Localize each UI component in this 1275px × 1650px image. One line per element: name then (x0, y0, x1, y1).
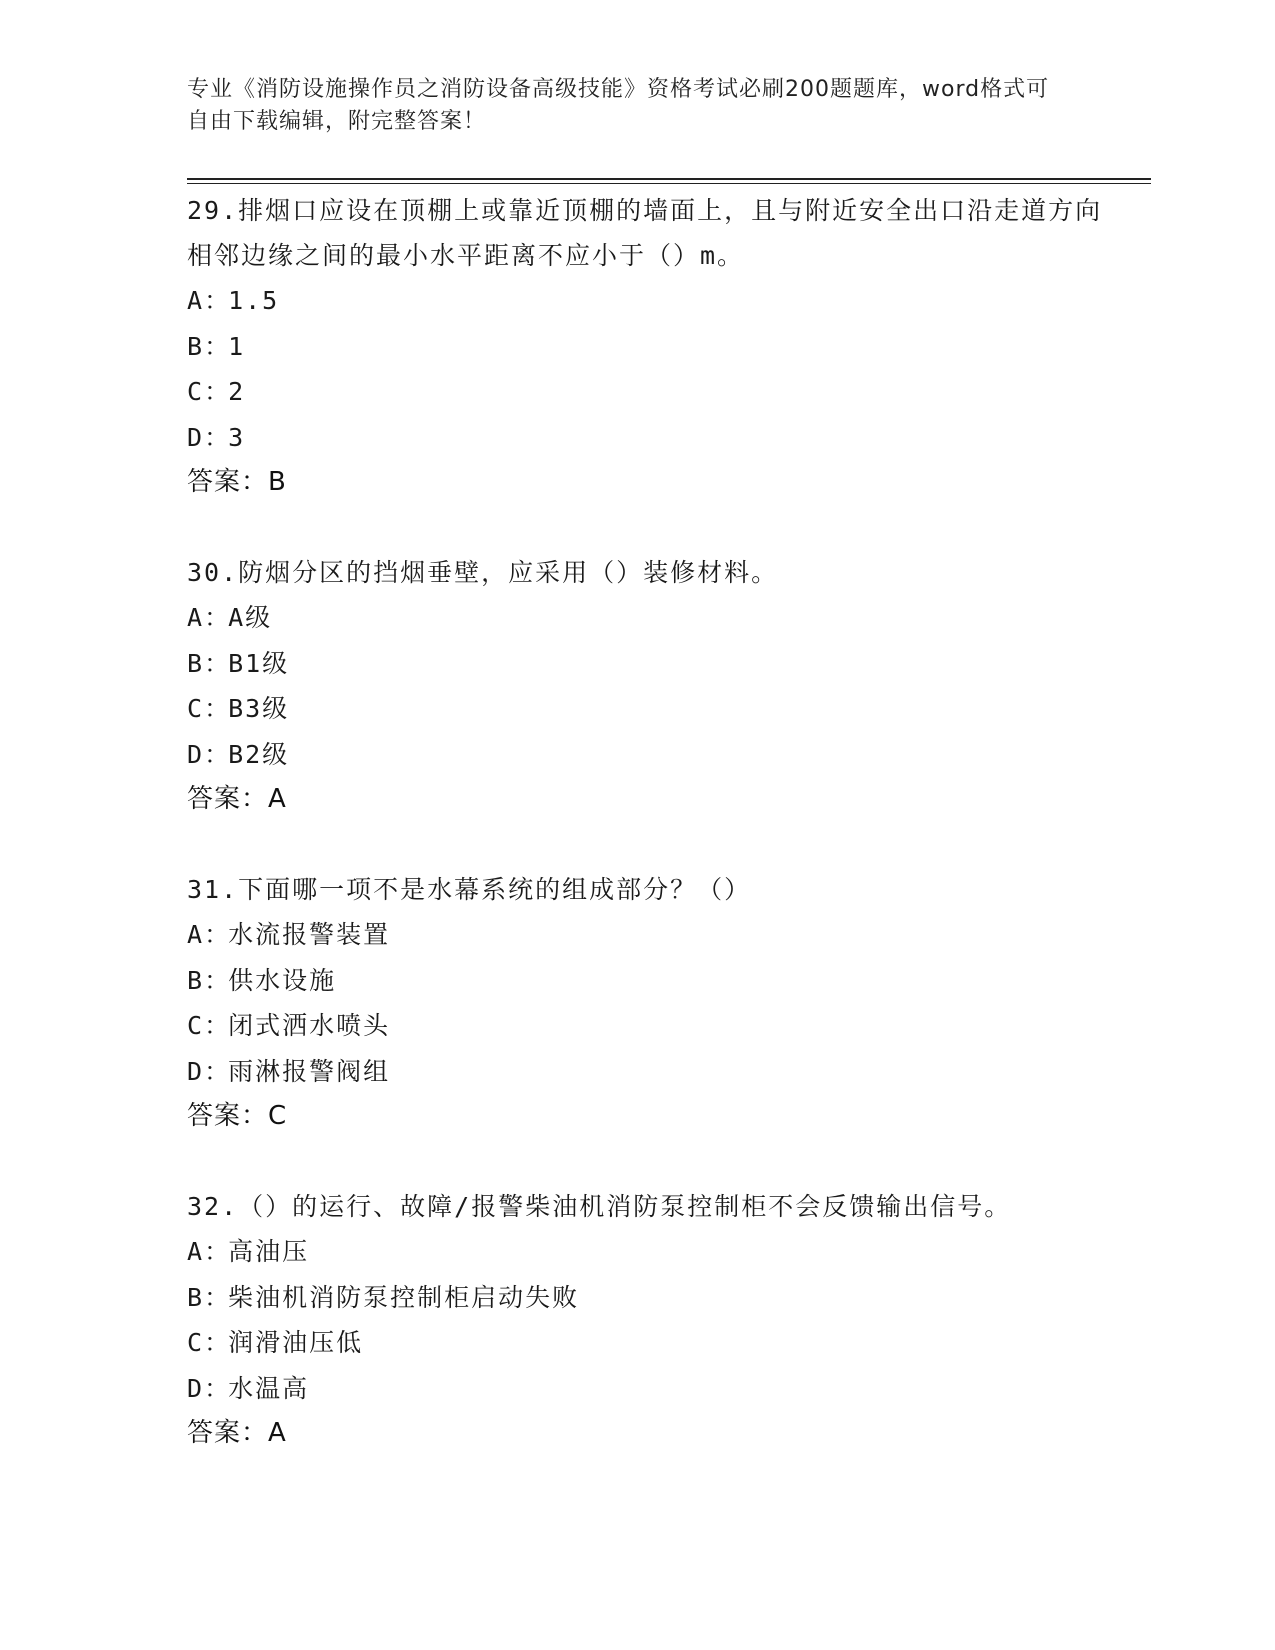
option-d (187, 1366, 1117, 1412)
answer-line (187, 1411, 1117, 1455)
answer-line (187, 460, 1117, 504)
option-letter: D (187, 1056, 205, 1086)
option-letter: C (187, 1328, 205, 1357)
question-stem: 32.（）的运行、故障/报警柴油机消防泵控制柜不会反馈输出信号。 (187, 1192, 1012, 1221)
option-letter: D (187, 422, 205, 452)
option-text: 水流报警装置 (228, 920, 391, 949)
answer-line (187, 1094, 1117, 1138)
option-text: 1.5 (228, 286, 280, 315)
answer-label: 答案： (187, 467, 269, 497)
option-text: B3级 (228, 694, 290, 723)
option-letter: B (187, 331, 205, 361)
option-a (187, 595, 1117, 641)
option-b (187, 958, 1117, 1004)
option-d (187, 732, 1117, 778)
option-separator: ： (204, 286, 232, 315)
option-text: 3 (228, 422, 246, 452)
answer-label: 答案： (187, 1101, 269, 1131)
option-text: 柴油机消防泵控制柜启动失败 (228, 1282, 580, 1312)
option-letter: C (187, 1011, 205, 1040)
option-separator: ： (204, 422, 232, 452)
answer-label: 答案： (187, 1418, 269, 1448)
question-list (187, 188, 1117, 1501)
option-a (187, 912, 1117, 958)
option-c (187, 1320, 1117, 1366)
option-separator: ： (204, 1237, 232, 1266)
option-text: 水温高 (228, 1373, 310, 1403)
option-text: 1 (228, 331, 246, 361)
option-text: 2 (228, 377, 246, 406)
question-30 (187, 550, 1117, 821)
option-d (187, 415, 1117, 461)
option-text: B2级 (228, 739, 290, 769)
option-c (187, 1003, 1117, 1049)
answer-label: 答案： (187, 784, 269, 814)
option-text: 雨淋报警阀组 (228, 1056, 391, 1086)
option-letter: B (187, 965, 205, 995)
option-letter: A (187, 1237, 205, 1266)
question-29 (187, 188, 1117, 504)
question-stem: 29.排烟口应设在顶棚上或靠近顶棚的墙面上，且与附近安全出口沿走道方向相邻边缘之间的最小水平距离不应小于（）m。 (187, 196, 1103, 270)
answer-value: B (268, 467, 287, 497)
document-header: 专业《消防设施操作员之消防设备高级技能》资格考试必刷200题题库，word格式可自由下载编辑，附完整答案！ (187, 77, 1050, 134)
option-letter: B (187, 1282, 205, 1312)
option-letter: A (187, 286, 205, 315)
question-stem: 30.防烟分区的挡烟垂壁，应采用（）装修材料。 (187, 558, 779, 587)
option-letter: A (187, 603, 205, 632)
option-text: B1级 (228, 648, 290, 678)
option-text: A级 (228, 603, 273, 632)
option-separator: ： (204, 1328, 232, 1357)
option-separator: ： (204, 1056, 232, 1086)
option-a (187, 1229, 1117, 1275)
answer-line (187, 777, 1117, 821)
option-letter: B (187, 648, 205, 678)
option-letter: C (187, 377, 205, 406)
option-a (187, 278, 1117, 324)
answer-value: C (268, 1101, 288, 1131)
option-separator: ： (204, 739, 232, 769)
header-divider-thick (187, 178, 1151, 180)
option-d (187, 1049, 1117, 1095)
option-letter: C (187, 694, 205, 723)
answer-value: A (268, 1418, 287, 1448)
option-b (187, 324, 1117, 370)
option-letter: D (187, 739, 205, 769)
option-separator: ： (204, 377, 232, 406)
option-b (187, 641, 1117, 687)
option-text: 供水设施 (228, 965, 337, 995)
question-32 (187, 1184, 1117, 1455)
question-stem: 31.下面哪一项不是水幕系统的组成部分？（） (187, 875, 752, 904)
answer-value: A (268, 784, 287, 814)
header-divider-thin (187, 183, 1151, 184)
option-separator: ： (204, 603, 232, 632)
option-text: 闭式洒水喷头 (228, 1011, 391, 1040)
option-separator: ： (204, 694, 232, 723)
option-separator: ： (204, 920, 232, 949)
option-separator: ： (204, 648, 232, 678)
option-letter: A (187, 920, 205, 949)
option-b (187, 1275, 1117, 1321)
option-separator: ： (204, 1282, 232, 1312)
option-separator: ： (204, 965, 232, 995)
option-c (187, 369, 1117, 415)
option-c (187, 686, 1117, 732)
option-text: 润滑油压低 (228, 1328, 364, 1357)
option-separator: ： (204, 1373, 232, 1403)
option-separator: ： (204, 331, 232, 361)
option-letter: D (187, 1373, 205, 1403)
question-31 (187, 867, 1117, 1138)
option-text: 高油压 (228, 1237, 310, 1266)
option-separator: ： (204, 1011, 232, 1040)
